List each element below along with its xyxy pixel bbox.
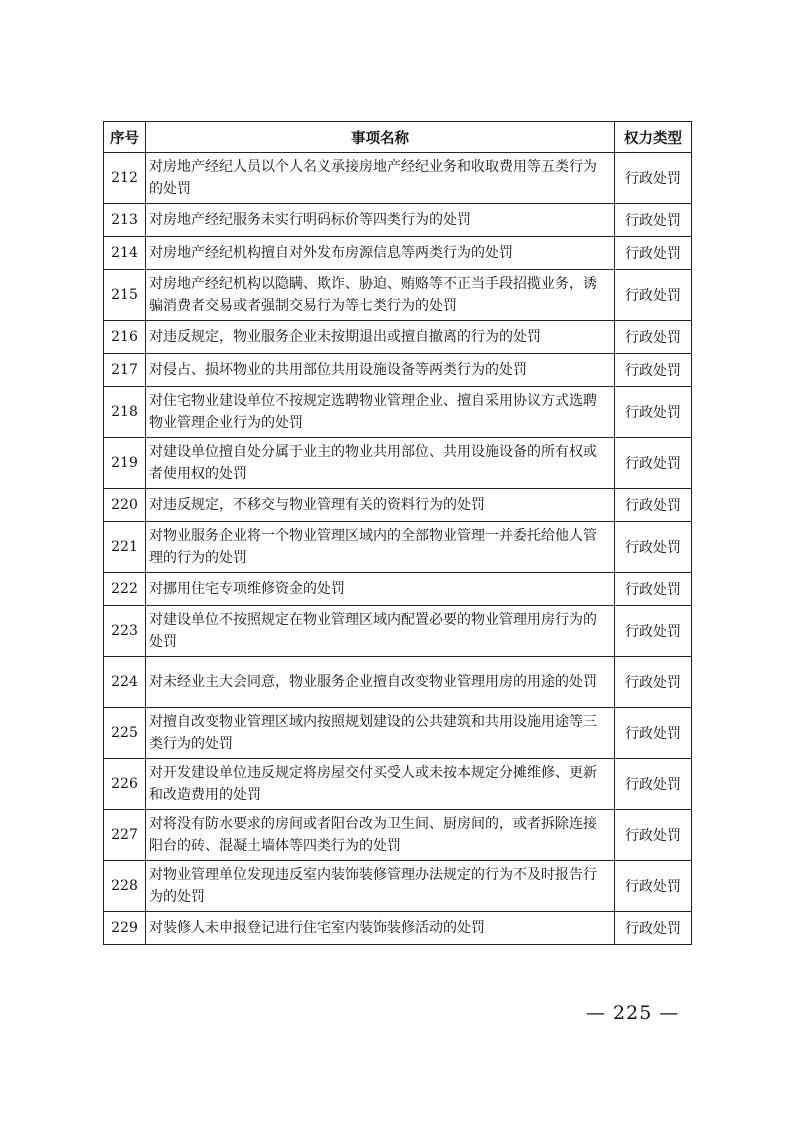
- table-row: [104, 522, 692, 573]
- row-item-name: 对建设单位不按照规定在物业管理区域内配置必要的物业管理用房行为的处罚: [146, 606, 615, 657]
- row-item-name: 对侵占、损坏物业的共用部位共用设施设备等两类行为的处罚: [146, 354, 615, 387]
- row-item-name: 对违反规定，不移交与物业管理有关的资料行为的处罚: [146, 489, 615, 522]
- table-body: [104, 153, 692, 945]
- row-serial-number: 215: [104, 270, 146, 321]
- row-item-name: 对装修人未申报登记进行住宅室内装饰装修活动的处罚: [146, 912, 615, 945]
- table-row: [104, 912, 692, 945]
- row-power-type: 行政处罚: [615, 270, 692, 321]
- row-power-type: 行政处罚: [615, 153, 692, 204]
- table-row: [104, 387, 692, 438]
- items-table: [103, 121, 692, 945]
- row-serial-number: 221: [104, 522, 146, 573]
- table-row: [104, 657, 692, 708]
- row-serial-number: 228: [104, 861, 146, 912]
- row-power-type: 行政处罚: [615, 204, 692, 237]
- row-power-type: 行政处罚: [615, 573, 692, 606]
- row-serial-number: 214: [104, 237, 146, 270]
- row-serial-number: 227: [104, 810, 146, 861]
- header-serial-number: 序号: [104, 122, 146, 153]
- row-serial-number: 213: [104, 204, 146, 237]
- table-row: [104, 810, 692, 861]
- row-power-type: 行政处罚: [615, 708, 692, 759]
- row-item-name: 对将没有防水要求的房间或者阳台改为卫生间、厨房间的，或者拆除连接阳台的砖、混凝土墙体等四类行为的处罚: [146, 810, 615, 861]
- table-row: [104, 861, 692, 912]
- table-row: [104, 573, 692, 606]
- table-row: [104, 237, 692, 270]
- row-item-name: 对物业服务企业将一个物业管理区域内的全部物业管理一并委托给他人管理的行为的处罚: [146, 522, 615, 573]
- row-item-name: 对挪用住宅专项维修资金的处罚: [146, 573, 615, 606]
- row-serial-number: 219: [104, 438, 146, 489]
- page-number: — 225 —: [586, 1002, 680, 1024]
- row-serial-number: 225: [104, 708, 146, 759]
- row-serial-number: 223: [104, 606, 146, 657]
- row-item-name: 对房地产经纪服务未实行明码标价等四类行为的处罚: [146, 204, 615, 237]
- row-power-type: 行政处罚: [615, 759, 692, 810]
- table-row: [104, 204, 692, 237]
- row-item-name: 对房地产经纪机构以隐瞒、欺诈、胁迫、贿赂等不正当手段招揽业务，诱骗消费者交易或者强制交易行为等七类行为的处罚: [146, 270, 615, 321]
- row-power-type: 行政处罚: [615, 606, 692, 657]
- row-item-name: 对违反规定，物业服务企业未按期退出或擅自撤离的行为的处罚: [146, 321, 615, 354]
- header-power-type: 权力类型: [615, 122, 692, 153]
- table-row: [104, 438, 692, 489]
- table-row: [104, 354, 692, 387]
- row-item-name: 对房地产经纪人员以个人名义承接房地产经纪业务和收取费用等五类行为的处罚: [146, 153, 615, 204]
- table-header: [104, 122, 692, 153]
- table-row: [104, 270, 692, 321]
- row-power-type: 行政处罚: [615, 861, 692, 912]
- row-power-type: 行政处罚: [615, 657, 692, 708]
- row-serial-number: 212: [104, 153, 146, 204]
- row-item-name: 对建设单位擅自处分属于业主的物业共用部位、共用设施设备的所有权或者使用权的处罚: [146, 438, 615, 489]
- row-power-type: 行政处罚: [615, 489, 692, 522]
- table-row: [104, 708, 692, 759]
- row-item-name: 对擅自改变物业管理区域内按照规划建设的公共建筑和共用设施用途等三类行为的处罚: [146, 708, 615, 759]
- table-row: [104, 759, 692, 810]
- row-item-name: 对开发建设单位违反规定将房屋交付买受人或未按本规定分摊维修、更新和改造费用的处罚: [146, 759, 615, 810]
- row-power-type: 行政处罚: [615, 321, 692, 354]
- row-item-name: 对房地产经纪机构擅自对外发布房源信息等两类行为的处罚: [146, 237, 615, 270]
- row-power-type: 行政处罚: [615, 438, 692, 489]
- table-row: [104, 606, 692, 657]
- row-power-type: 行政处罚: [615, 387, 692, 438]
- row-power-type: 行政处罚: [615, 810, 692, 861]
- table-row: [104, 153, 692, 204]
- row-serial-number: 224: [104, 657, 146, 708]
- header-item-name: 事项名称: [146, 122, 615, 153]
- row-power-type: 行政处罚: [615, 522, 692, 573]
- row-serial-number: 218: [104, 387, 146, 438]
- row-serial-number: 222: [104, 573, 146, 606]
- row-serial-number: 220: [104, 489, 146, 522]
- table-row: [104, 489, 692, 522]
- row-serial-number: 229: [104, 912, 146, 945]
- row-serial-number: 216: [104, 321, 146, 354]
- header-row: [104, 122, 692, 153]
- row-item-name: 对未经业主大会同意，物业服务企业擅自改变物业管理用房的用途的处罚: [146, 657, 615, 708]
- row-power-type: 行政处罚: [615, 237, 692, 270]
- row-serial-number: 217: [104, 354, 146, 387]
- row-item-name: 对住宅物业建设单位不按规定选聘物业管理企业、擅自采用协议方式选聘物业管理企业行为的处罚: [146, 387, 615, 438]
- row-power-type: 行政处罚: [615, 912, 692, 945]
- row-item-name: 对物业管理单位发现违反室内装饰装修管理办法规定的行为不及时报告行为的处罚: [146, 861, 615, 912]
- row-serial-number: 226: [104, 759, 146, 810]
- table-row: [104, 321, 692, 354]
- row-power-type: 行政处罚: [615, 354, 692, 387]
